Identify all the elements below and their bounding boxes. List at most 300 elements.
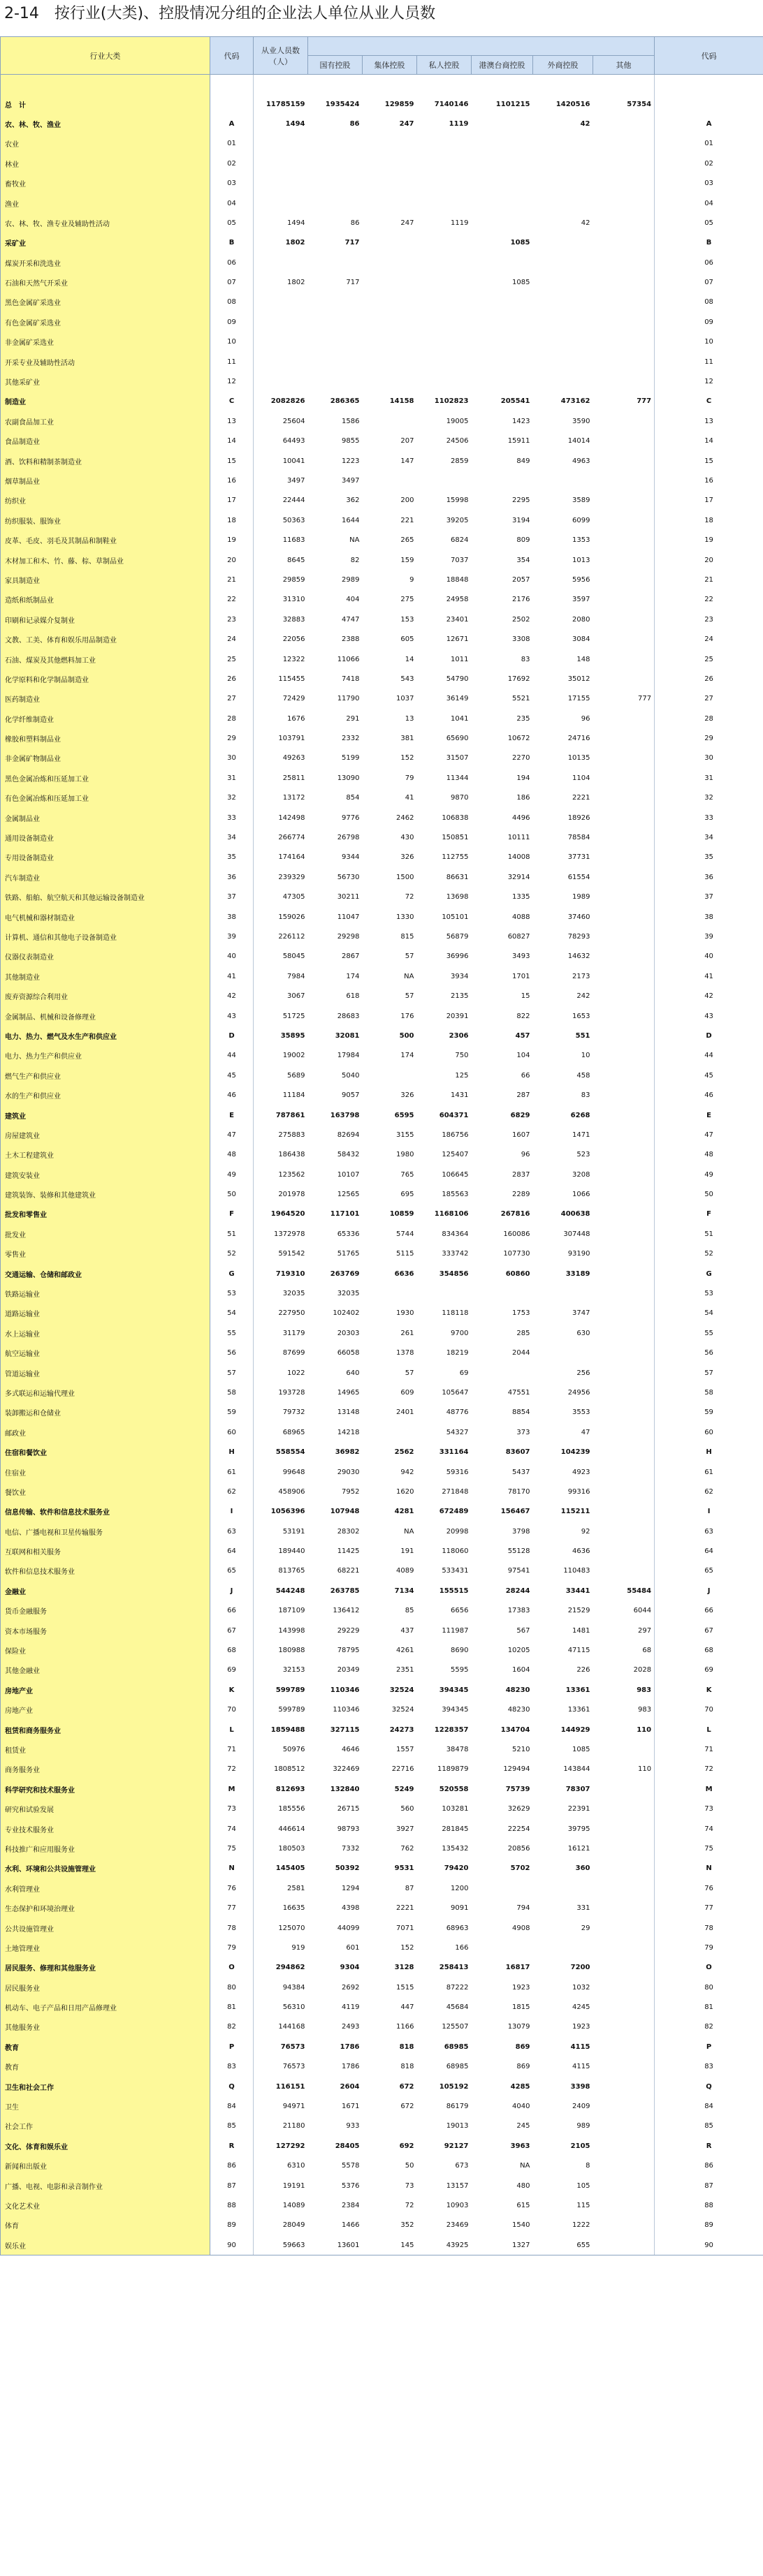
hk-macao-tw-value-cell: 3493 xyxy=(512,952,530,961)
table-row xyxy=(1,471,763,490)
table-row xyxy=(1,610,763,629)
foreign-value-cell: 93190 xyxy=(567,1250,590,1258)
other-value-cell xyxy=(593,2017,655,2037)
table-row xyxy=(1,1244,763,1264)
collective-value-cell: 500 xyxy=(399,1031,414,1040)
private-value-cell: 103281 xyxy=(442,1805,469,1813)
private-value-cell: 604371 xyxy=(439,1111,469,1119)
code-cell: Q xyxy=(210,2077,254,2096)
private-value-cell xyxy=(417,154,472,173)
table-row xyxy=(1,1541,763,1561)
collective-value-cell: 7071 xyxy=(396,1924,414,1932)
code-right-cell: 53 xyxy=(655,1283,763,1303)
private-value-cell: 166 xyxy=(455,1943,469,1952)
private-value-cell: 87222 xyxy=(446,1983,469,1992)
total-value-cell: 25604 xyxy=(282,417,305,425)
other-value-cell xyxy=(593,1442,655,1462)
table-row xyxy=(1,2235,763,2255)
collective-value-cell: 381 xyxy=(400,735,414,743)
industry-name-cell: 生态保护和环境治理业 xyxy=(1,1898,210,1918)
table-row xyxy=(1,1601,763,1621)
table-row xyxy=(1,947,763,966)
state-owned-value-cell xyxy=(308,332,363,352)
other-value-cell xyxy=(593,827,655,847)
code-cell: G xyxy=(210,1264,254,1283)
other-value-cell xyxy=(593,1046,655,1066)
other-value-cell xyxy=(593,749,655,768)
other-value-cell xyxy=(593,1462,655,1482)
table-row xyxy=(1,253,763,272)
collective-value-cell: 2221 xyxy=(396,1904,414,1913)
hk-macao-tw-value-cell: 285 xyxy=(516,1329,530,1337)
code-cell: 47 xyxy=(210,1125,254,1145)
hk-macao-tw-value-cell: 5702 xyxy=(510,1864,530,1873)
table-row xyxy=(1,2156,763,2176)
hk-macao-tw-value-cell: 1101215 xyxy=(495,100,530,108)
hk-macao-tw-value-cell: 107730 xyxy=(503,1250,530,1258)
table-row xyxy=(1,1661,763,1680)
industry-name-cell: 纺织业 xyxy=(1,491,210,510)
hk-macao-tw-value-cell: 32914 xyxy=(507,873,530,881)
private-value-cell: 13698 xyxy=(446,893,469,901)
industry-name-cell: 货币金融服务 xyxy=(1,1601,210,1621)
code-cell: O xyxy=(210,1958,254,1978)
other-value-cell xyxy=(593,371,655,391)
table-header xyxy=(1,37,763,75)
collective-value-cell: 437 xyxy=(400,1626,414,1635)
total-value-cell: 123562 xyxy=(278,1170,305,1179)
table-row xyxy=(1,1283,763,1303)
collective-value-cell: 692 xyxy=(399,2142,414,2150)
industry-name-cell: 研究和试验发展 xyxy=(1,1799,210,1818)
private-value-cell: 135432 xyxy=(442,1844,469,1853)
state-owned-value-cell: 9344 xyxy=(342,853,360,862)
private-value-cell: 92127 xyxy=(444,2142,469,2150)
code-right-cell: 69 xyxy=(655,1661,763,1680)
code-cell: F xyxy=(210,1205,254,1224)
foreign-value-cell xyxy=(533,233,593,253)
total-value-cell: 58045 xyxy=(282,952,305,961)
private-value-cell: 5595 xyxy=(451,1666,469,1675)
total-value-cell: 1808512 xyxy=(273,1765,305,1774)
hk-macao-tw-value-cell: 1335 xyxy=(512,893,530,901)
collective-value-cell xyxy=(363,75,417,94)
state-owned-value-cell: 5376 xyxy=(342,2181,360,2190)
hk-macao-tw-value-cell: 457 xyxy=(515,1031,530,1040)
code-cell: 84 xyxy=(210,2096,254,2116)
table-row xyxy=(1,848,763,867)
collective-value-cell: 57 xyxy=(405,992,414,1001)
state-owned-value-cell: 11047 xyxy=(337,913,360,921)
table-row xyxy=(1,570,763,589)
private-value-cell: 11344 xyxy=(446,774,469,782)
hk-macao-tw-value-cell: 97541 xyxy=(507,1567,530,1575)
code-right-cell: 17 xyxy=(655,491,763,510)
hk-macao-tw-value-cell: 2044 xyxy=(512,1349,530,1357)
code-right-cell: 65 xyxy=(655,1561,763,1581)
total-value-cell: 68965 xyxy=(282,1428,305,1436)
collective-value-cell: 153 xyxy=(400,615,414,624)
total-value-cell: 16635 xyxy=(282,1904,305,1913)
private-value-cell: 6824 xyxy=(451,536,469,545)
collective-value-cell: 6595 xyxy=(394,1111,414,1119)
table-row xyxy=(1,2057,763,2077)
code-right-cell: 80 xyxy=(655,1978,763,1997)
other-value-cell xyxy=(593,1145,655,1165)
total-value-cell: 599789 xyxy=(278,1706,305,1714)
private-value-cell: 118118 xyxy=(442,1309,469,1318)
total-value-cell: 193728 xyxy=(278,1388,305,1397)
code-cell: 87 xyxy=(210,2176,254,2195)
code-cell: 56 xyxy=(210,1344,254,1363)
industry-name-cell: 房地产业 xyxy=(1,1700,210,1720)
private-value-cell: 2859 xyxy=(451,457,469,465)
other-value-cell: 68 xyxy=(642,1647,652,1655)
code-cell: 11 xyxy=(210,352,254,371)
code-right-cell: 32 xyxy=(655,788,763,808)
industry-name-cell: 其他金融业 xyxy=(1,1661,210,1680)
hk-macao-tw-value-cell: 4285 xyxy=(510,2082,530,2091)
private-value-cell: 2135 xyxy=(451,992,469,1001)
collective-value-cell: 152 xyxy=(400,754,414,763)
table-row xyxy=(1,1700,763,1720)
private-value-cell xyxy=(417,272,472,292)
code-cell: 17 xyxy=(210,491,254,510)
total-value-cell xyxy=(254,253,308,272)
foreign-value-cell: 16121 xyxy=(567,1844,590,1853)
table-row xyxy=(1,649,763,669)
hk-macao-tw-value-cell: 83 xyxy=(521,655,530,663)
state-owned-value-cell: 1671 xyxy=(342,2103,360,2111)
state-owned-value-cell: 2493 xyxy=(342,2023,360,2031)
code-cell: 14 xyxy=(210,432,254,451)
private-value-cell: 68985 xyxy=(446,2063,469,2071)
other-value-cell xyxy=(593,907,655,927)
collective-value-cell xyxy=(363,253,417,272)
code-right-cell: 38 xyxy=(655,907,763,927)
table-row xyxy=(1,1621,763,1640)
collective-value-cell: NA xyxy=(404,972,414,980)
industry-name-cell: 租赁业 xyxy=(1,1739,210,1759)
private-value-cell: 6656 xyxy=(451,1607,469,1615)
hk-macao-tw-value-cell: 17383 xyxy=(507,1607,530,1615)
industry-name-cell: 居民服务、修理和其他服务业 xyxy=(1,1958,210,1978)
table-row xyxy=(1,1760,763,1779)
collective-value-cell: 87 xyxy=(405,1884,414,1892)
collective-value-cell xyxy=(363,233,417,253)
industry-name-cell: 文化艺术业 xyxy=(1,2195,210,2215)
other-value-cell xyxy=(593,253,655,272)
total-value-cell: 1676 xyxy=(287,714,305,723)
industry-name-cell: 信息传输、软件和信息技术服务业 xyxy=(1,1502,210,1522)
header-private: 私人控股 xyxy=(417,56,472,75)
total-value-cell: 1802 xyxy=(287,279,305,287)
hk-macao-tw-value-cell: NA xyxy=(520,2162,530,2170)
hk-macao-tw-value-cell: 15911 xyxy=(507,437,530,446)
industry-name-cell: 科学研究和技术服务业 xyxy=(1,1779,210,1799)
code-right-cell: 01 xyxy=(655,134,763,154)
foreign-value-cell: 18926 xyxy=(567,814,590,822)
total-value-cell: 143998 xyxy=(278,1626,305,1635)
foreign-value-cell xyxy=(533,272,593,292)
foreign-value-cell: 22391 xyxy=(567,1805,590,1813)
state-owned-value-cell: 86 xyxy=(349,119,360,128)
code-right-cell: 09 xyxy=(655,312,763,332)
other-value-cell xyxy=(593,432,655,451)
code-right-cell: G xyxy=(655,1264,763,1283)
private-value-cell xyxy=(417,173,472,193)
state-owned-value-cell: 717 xyxy=(346,279,360,287)
state-owned-value-cell: 7418 xyxy=(342,675,360,683)
state-owned-value-cell: 3497 xyxy=(342,477,360,485)
other-value-cell xyxy=(593,2117,655,2136)
table-row-section xyxy=(1,1680,763,1700)
industry-name-cell: 农、林、牧、渔业 xyxy=(1,114,210,133)
industry-name-cell: 科技推广和应用服务业 xyxy=(1,1839,210,1858)
foreign-value-cell: 115 xyxy=(576,2201,590,2209)
private-value-cell: 125407 xyxy=(442,1151,469,1159)
hk-macao-tw-value-cell: 2057 xyxy=(512,575,530,584)
private-value-cell: 112755 xyxy=(442,853,469,862)
state-owned-value-cell: 9855 xyxy=(342,437,360,446)
total-value-cell: 3497 xyxy=(287,477,305,485)
other-value-cell xyxy=(593,1918,655,1938)
other-value-cell xyxy=(593,173,655,193)
state-owned-value-cell: 14218 xyxy=(337,1428,360,1436)
state-owned-value-cell: 263769 xyxy=(330,1269,360,1278)
total-value-cell xyxy=(254,193,308,213)
state-owned-value-cell: 30211 xyxy=(337,893,360,901)
code-cell: 16 xyxy=(210,471,254,490)
other-value-cell xyxy=(593,947,655,966)
hk-macao-tw-value-cell xyxy=(472,471,533,490)
total-value-cell: 558554 xyxy=(275,1448,305,1457)
total-value-cell: 51725 xyxy=(282,1012,305,1020)
table-row xyxy=(1,173,763,193)
table-row xyxy=(1,590,763,610)
code-cell: J xyxy=(210,1581,254,1600)
total-value-cell: 12322 xyxy=(282,655,305,663)
foreign-value-cell: 99316 xyxy=(567,1487,590,1496)
total-value-cell: 49263 xyxy=(282,754,305,763)
total-value-cell xyxy=(254,134,308,154)
table-row xyxy=(1,1819,763,1839)
collective-value-cell: 174 xyxy=(400,1052,414,1060)
code-cell: A xyxy=(210,114,254,133)
code-cell: 23 xyxy=(210,610,254,629)
total-value-cell: 11683 xyxy=(282,536,305,545)
state-owned-value-cell: 11066 xyxy=(337,655,360,663)
foreign-value-cell: 1989 xyxy=(572,893,590,901)
industry-name-cell: 互联网和相关服务 xyxy=(1,1541,210,1561)
data-table-container xyxy=(0,36,763,2255)
code-cell: 05 xyxy=(210,213,254,233)
foreign-value-cell: 331 xyxy=(576,1904,590,1913)
code-right-cell: 41 xyxy=(655,966,763,986)
collective-value-cell: 326 xyxy=(400,853,414,862)
foreign-value-cell: 400638 xyxy=(560,1210,590,1219)
code-right-cell: 08 xyxy=(655,293,763,312)
industry-name-cell: 化学纤维制造业 xyxy=(1,709,210,728)
hk-macao-tw-value-cell: 1753 xyxy=(512,1309,530,1318)
foreign-value-cell: 92 xyxy=(581,1527,590,1536)
state-owned-value-cell: 17984 xyxy=(337,1052,360,1060)
total-value-cell xyxy=(254,293,308,312)
code-cell: 04 xyxy=(210,193,254,213)
foreign-value-cell xyxy=(533,1344,593,1363)
code-cell: 76 xyxy=(210,1878,254,1898)
collective-value-cell: 5115 xyxy=(396,1250,414,1258)
hk-macao-tw-value-cell: 10672 xyxy=(507,735,530,743)
hk-macao-tw-value-cell: 1085 xyxy=(510,239,530,247)
table-row-section xyxy=(1,1026,763,1045)
table-row xyxy=(1,728,763,748)
code-cell: 71 xyxy=(210,1739,254,1759)
industry-name-cell: 文化、体育和娱乐业 xyxy=(1,2136,210,2156)
total-value-cell: 812693 xyxy=(275,1785,305,1793)
industry-name-cell: 交通运输、仓储和邮政业 xyxy=(1,1264,210,1283)
industry-name-cell: 软件和信息技术服务业 xyxy=(1,1561,210,1581)
other-value-cell xyxy=(593,1283,655,1303)
hk-macao-tw-value-cell: 809 xyxy=(516,536,530,545)
industry-name-cell: 煤炭开采和洗选业 xyxy=(1,253,210,272)
private-value-cell: 394345 xyxy=(439,1686,469,1694)
foreign-value-cell xyxy=(533,312,593,332)
private-value-cell: 1431 xyxy=(451,1091,469,1100)
foreign-value-cell: 3747 xyxy=(572,1309,590,1318)
hk-macao-tw-value-cell: 1604 xyxy=(512,1666,530,1675)
table-row xyxy=(1,1046,763,1066)
industry-name-cell: 通用设备制造业 xyxy=(1,827,210,847)
table-row xyxy=(1,768,763,788)
state-owned-value-cell: 2388 xyxy=(342,635,360,644)
other-value-cell xyxy=(593,610,655,629)
code-right-cell: 87 xyxy=(655,2176,763,2195)
state-owned-value-cell: 78795 xyxy=(337,1647,360,1655)
total-value-cell: 59663 xyxy=(254,2235,308,2255)
code-cell: 18 xyxy=(210,510,254,530)
hk-macao-tw-value-cell: 16817 xyxy=(505,1964,530,1972)
code-right-cell: 86 xyxy=(655,2156,763,2176)
industry-name-cell: 房屋建筑业 xyxy=(1,1125,210,1145)
code-cell: 58 xyxy=(210,1383,254,1402)
collective-value-cell: 72 xyxy=(405,2201,414,2209)
code-right-cell: 61 xyxy=(655,1462,763,1482)
other-value-cell xyxy=(593,2216,655,2235)
hk-macao-tw-value-cell: 4908 xyxy=(512,1924,530,1932)
code-cell: 20 xyxy=(210,550,254,570)
other-value-cell xyxy=(593,352,655,371)
industry-name-cell: 零售业 xyxy=(1,1244,210,1264)
hk-macao-tw-value-cell: 794 xyxy=(516,1904,530,1913)
foreign-value-cell: 1471 xyxy=(572,1131,590,1139)
state-owned-value-cell: 1786 xyxy=(342,2063,360,2071)
table-row xyxy=(1,1640,763,1660)
collective-value-cell: 3128 xyxy=(394,1964,414,1972)
code-cell: 22 xyxy=(210,590,254,610)
state-owned-value-cell: 7332 xyxy=(342,1844,360,1853)
foreign-value-cell xyxy=(533,293,593,312)
state-owned-value-cell: 28302 xyxy=(337,1527,360,1536)
code-cell: 34 xyxy=(210,827,254,847)
industry-name-cell: 纺织服装、服饰业 xyxy=(1,510,210,530)
code-cell: H xyxy=(210,1442,254,1462)
total-value-cell xyxy=(254,154,308,173)
total-value-cell: 591542 xyxy=(278,1250,305,1258)
state-owned-value-cell: 44099 xyxy=(337,1924,360,1932)
code-right-cell: 26 xyxy=(655,669,763,689)
code-right-cell: A xyxy=(655,114,763,133)
table-row-section xyxy=(1,1779,763,1799)
code-right-cell: 42 xyxy=(655,986,763,1006)
industry-name-cell: 文教、工美、体育和娱乐用品制造业 xyxy=(1,629,210,649)
collective-value-cell: 145 xyxy=(363,2235,417,2255)
other-value-cell xyxy=(593,451,655,471)
collective-value-cell xyxy=(363,471,417,490)
collective-value-cell xyxy=(363,193,417,213)
foreign-value-cell xyxy=(533,154,593,173)
table-row xyxy=(1,907,763,927)
collective-value-cell: 352 xyxy=(400,2221,414,2230)
total-value-cell: 1494 xyxy=(287,219,305,227)
table-row xyxy=(1,134,763,154)
header-group-spacer xyxy=(308,37,655,56)
hk-macao-tw-value-cell: 1085 xyxy=(512,279,530,287)
table-row xyxy=(1,1561,763,1581)
hk-macao-tw-value-cell xyxy=(472,114,533,133)
table-row xyxy=(1,2096,763,2116)
code-right-cell: 84 xyxy=(655,2096,763,2116)
state-owned-value-cell: 13090 xyxy=(337,774,360,782)
collective-value-cell: 73 xyxy=(405,2181,414,2190)
private-value-cell: 271848 xyxy=(442,1487,469,1496)
foreign-value-cell: 3398 xyxy=(570,2082,590,2091)
industry-name-cell: 道路运输业 xyxy=(1,1304,210,1323)
private-value-cell xyxy=(417,352,472,371)
state-owned-value-cell: 404 xyxy=(346,596,360,604)
industry-name-cell: 其他制造业 xyxy=(1,966,210,986)
private-value-cell: 354856 xyxy=(439,1269,469,1278)
foreign-value-cell: 42 xyxy=(581,219,590,227)
collective-value-cell: 1330 xyxy=(396,913,414,921)
table-row xyxy=(1,1224,763,1244)
foreign-value-cell: 3597 xyxy=(572,596,590,604)
private-value-cell xyxy=(417,312,472,332)
hk-macao-tw-value-cell: 48230 xyxy=(505,1686,530,1694)
other-value-cell xyxy=(593,154,655,173)
private-value-cell: 9091 xyxy=(451,1904,469,1913)
industry-name-cell: 教育 xyxy=(1,2057,210,2077)
code-right-cell: 45 xyxy=(655,1066,763,1085)
other-value-cell xyxy=(593,2235,655,2255)
total-value-cell: 94971 xyxy=(282,2103,305,2111)
hk-macao-tw-value-cell xyxy=(472,352,533,371)
code-cell: 37 xyxy=(210,888,254,907)
code-cell: 27 xyxy=(210,689,254,709)
foreign-value-cell: 551 xyxy=(575,1031,590,1040)
total-value-cell: 1056396 xyxy=(270,1508,305,1516)
code-cell: 72 xyxy=(210,1760,254,1779)
hk-macao-tw-value-cell: 480 xyxy=(516,2181,530,2190)
collective-value-cell: 1620 xyxy=(396,1487,414,1496)
hk-macao-tw-value-cell: 15 xyxy=(521,992,530,1001)
code-cell: 66 xyxy=(210,1601,254,1621)
hk-macao-tw-value-cell xyxy=(472,1938,533,1957)
industry-name-cell: 木材加工和木、竹、藤、棕、草制品业 xyxy=(1,550,210,570)
code-cell: 48 xyxy=(210,1145,254,1165)
header-other: 其他 xyxy=(593,56,655,75)
private-value-cell: 69 xyxy=(459,1369,469,1377)
